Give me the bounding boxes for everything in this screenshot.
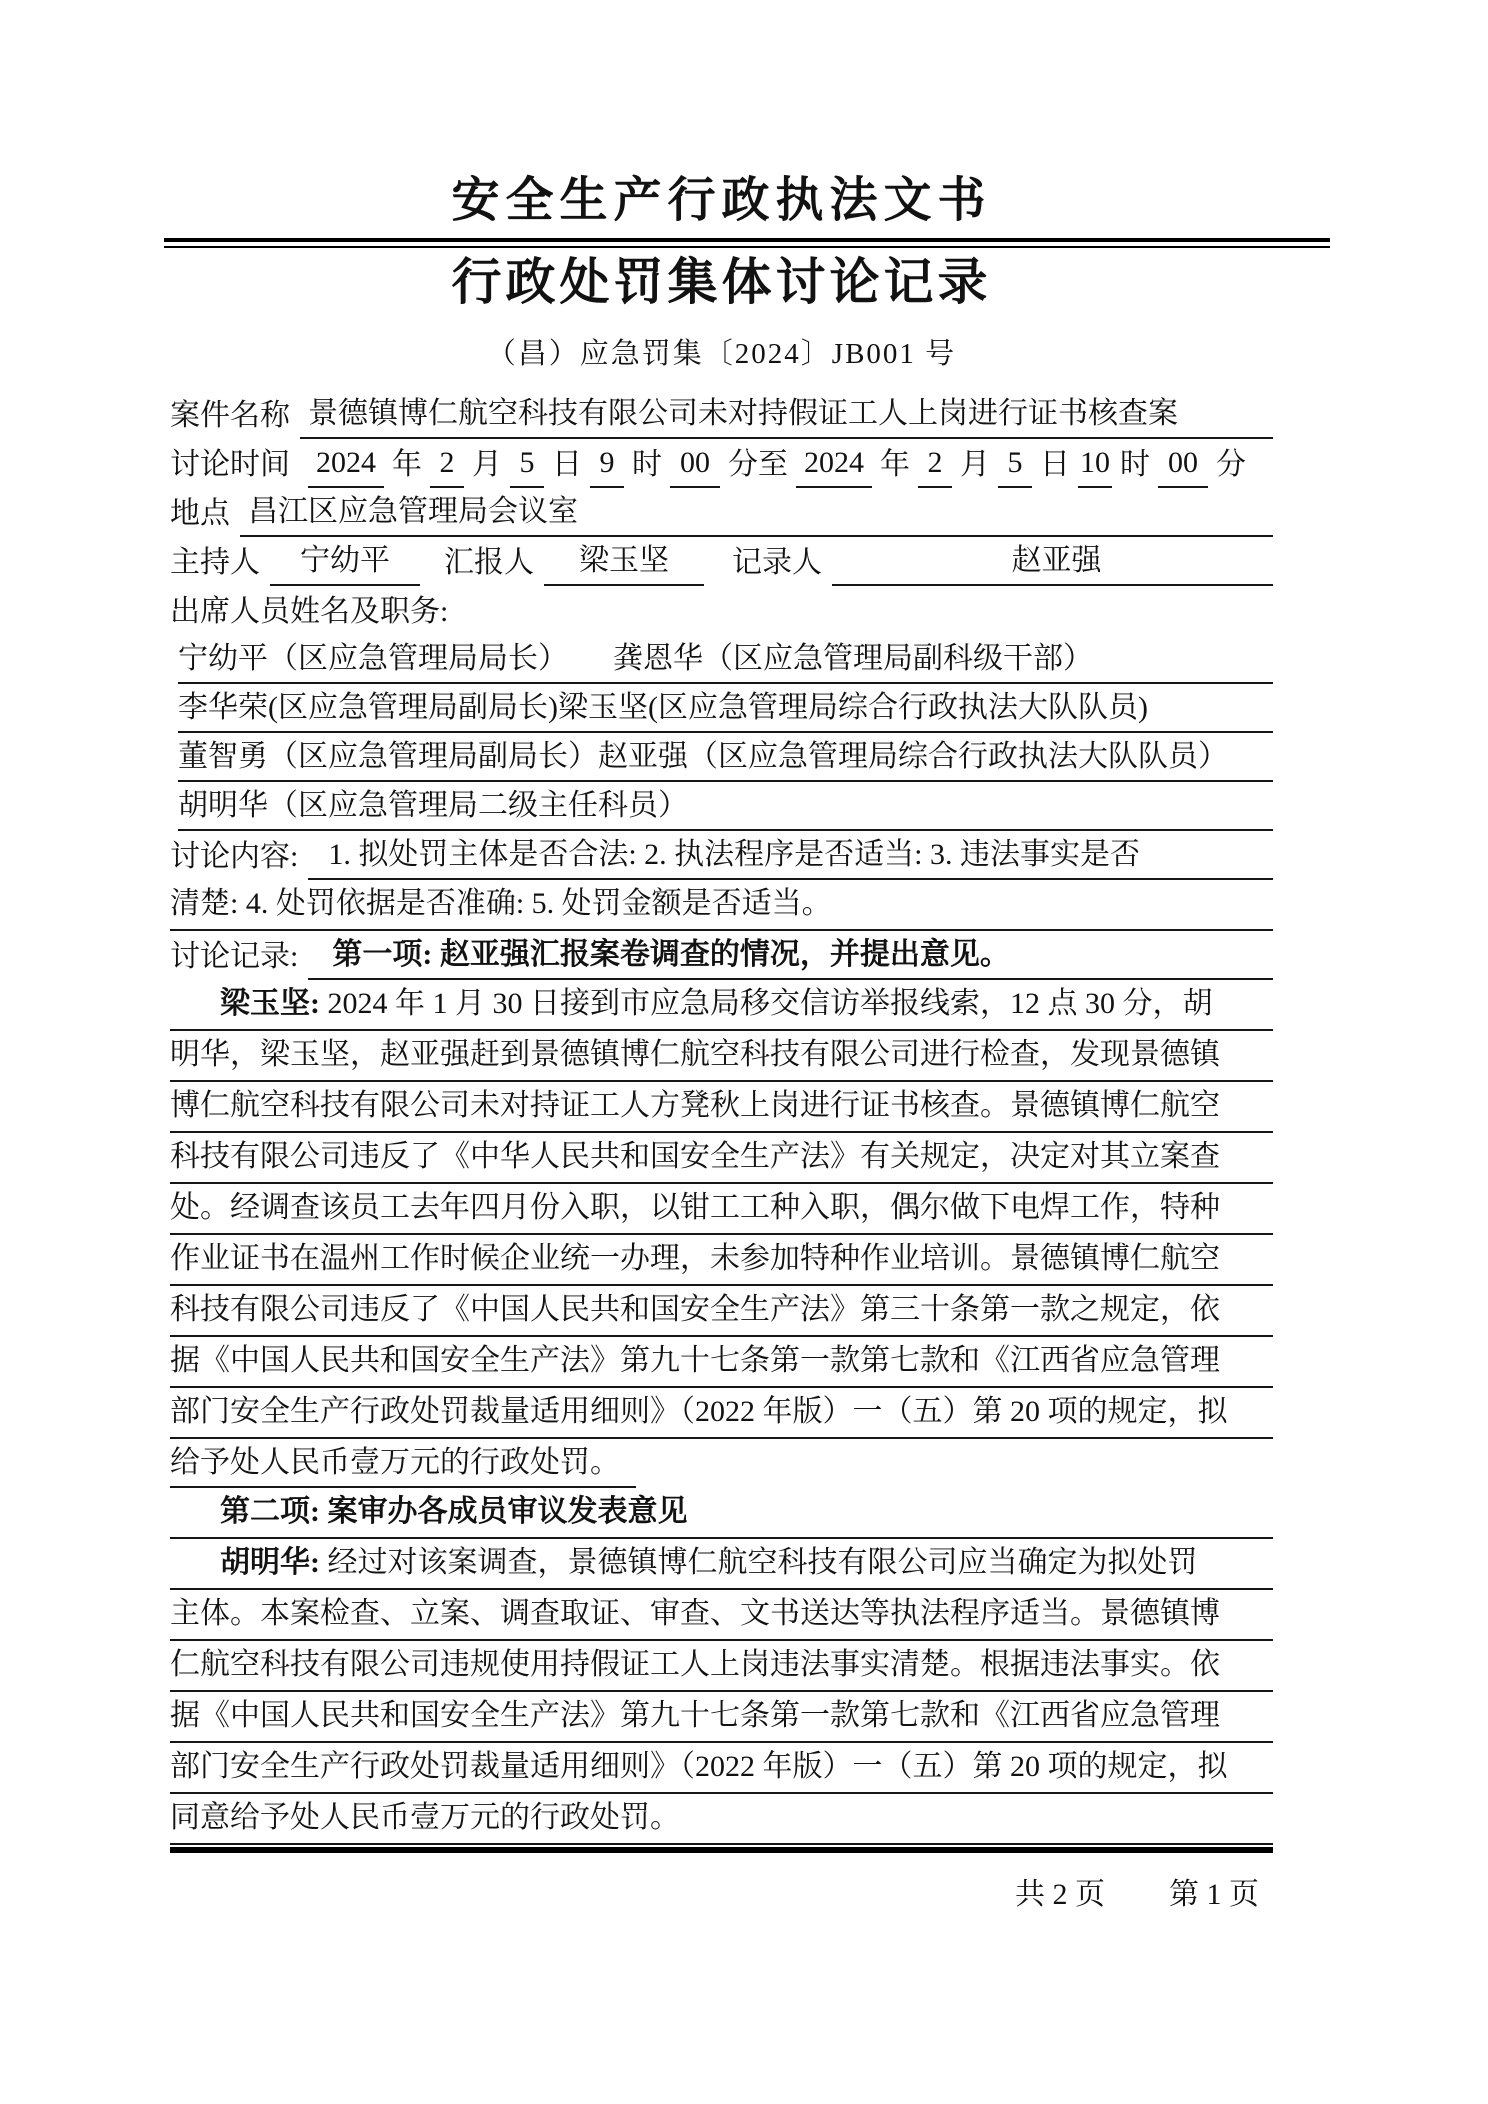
reporter-value: 梁玉坚	[544, 537, 704, 586]
time-blank-minute-end: 00	[1158, 439, 1208, 488]
time-blank-year-end: 2024	[796, 439, 872, 488]
host-label: 主持人	[170, 546, 260, 579]
attendee-line	[170, 635, 1273, 684]
time-blank-day-end: 5	[998, 439, 1032, 488]
attendee-line-text: 李华荣(区应急管理局副局长)梁玉坚(区应急管理局综合行政执法大队队员)	[178, 684, 1273, 733]
attendee-line-text: 宁幼平（区应急管理局局长） 龚恩华（区应急管理局副科级干部）	[178, 635, 1273, 684]
footer-page-number: 第 1 页	[1169, 1878, 1259, 1911]
paragraph-line: 同意给予处人民币壹万元的行政处罚。	[170, 1794, 1273, 1845]
time-blank-year-start: 2024	[308, 439, 384, 488]
attendees-header-row	[170, 586, 1273, 635]
time-unit: 时	[1120, 448, 1150, 481]
discussion-time-row	[170, 439, 1273, 488]
time-blank-minute-start: 00	[670, 439, 720, 488]
section-heading	[170, 1488, 1273, 1539]
paragraph-line: 部门安全生产行政处罚裁量适用细则》（2022 年版）一（五）第 20 项的规定，拟	[170, 1743, 1273, 1794]
attendee-line	[170, 733, 1273, 782]
recorder-value: 赵亚强	[832, 537, 1273, 586]
doc-type-title: 安全生产行政执法文书	[451, 174, 992, 227]
attendee-line	[170, 782, 1273, 831]
discussion-record-label: 讨论记录:	[170, 940, 299, 973]
time-unit: 日	[552, 448, 582, 481]
attendee-line	[170, 684, 1273, 733]
record-item1-title: 第一项: 赵亚强汇报案卷调查的情况，并提出意见。	[332, 938, 1010, 971]
reporter-label: 汇报人	[444, 546, 534, 579]
page-footer	[170, 1875, 1273, 1915]
paragraph-line: 明华，梁玉坚，赵亚强赶到景德镇博仁航空科技有限公司进行检查，发现景德镇	[170, 1031, 1273, 1082]
time-unit: 时	[632, 448, 662, 481]
time-unit: 年	[880, 448, 910, 481]
time-unit: 年	[392, 448, 422, 481]
paragraph-line: 作业证书在温州工作时候企业统一办理，未参加特种作业培训。景德镇博仁航空	[170, 1235, 1273, 1286]
case-name-row	[170, 390, 1273, 439]
paragraph-line	[170, 980, 1273, 1031]
recorder-label: 记录人	[732, 546, 822, 579]
bottom-border	[170, 1847, 1273, 1853]
time-blank-day-start: 5	[510, 439, 544, 488]
location-row	[170, 488, 1273, 537]
paragraph-line	[170, 1439, 1273, 1488]
paragraph-line: 仁航空科技有限公司违规使用持假证工人上岗违法事实清楚。根据违法事实。依	[170, 1641, 1273, 1692]
time-blank-month-end: 2	[918, 439, 952, 488]
discussion-content-label: 讨论内容:	[170, 840, 299, 873]
page-title: 行政处罚集体讨论记录	[451, 254, 992, 310]
paragraph-line: 处。经调查该员工去年四月份入职，以钳工工种入职，偶尔做下电焊工作，特种	[170, 1184, 1273, 1235]
attendees-label: 出席人员姓名及职务:	[170, 595, 449, 628]
time-blank-hour-start: 9	[590, 439, 624, 488]
footer-total-pages: 共 2 页	[1015, 1878, 1105, 1911]
host-value: 宁幼平	[270, 537, 420, 586]
discussion-content-line2: 清楚: 4. 处罚依据是否准确: 5. 处罚金额是否适当。	[170, 880, 1273, 931]
location-label: 地点	[170, 497, 230, 530]
paragraph-line: 据《中国人民共和国安全生产法》第九十七条第一款第七款和《江西省应急管理	[170, 1692, 1273, 1743]
attendee-line-text: 胡明华（区应急管理局二级主任科员）	[178, 782, 1273, 831]
time-blank-hour-end: 10	[1078, 439, 1112, 488]
paragraph-text: 经过对该案调查，景德镇博仁航空科技有限公司应当确定为拟处罚	[327, 1546, 1198, 1579]
paragraph-line: 主体。本案检查、立案、调查取证、审查、文书送达等执法程序适当。景德镇博	[170, 1590, 1273, 1641]
paragraph-line: 部门安全生产行政处罚裁量适用细则》（2022 年版）一（五）第 20 项的规定，拟	[170, 1388, 1273, 1439]
case-name-label: 案件名称	[170, 399, 290, 432]
paragraph-line: 科技有限公司违反了《中华人民共和国安全生产法》有关规定，决定对其立案查	[170, 1133, 1273, 1184]
paragraph-line: 科技有限公司违反了《中国人民共和国安全生产法》第三十条第一款之规定，依	[170, 1286, 1273, 1337]
time-unit: 月	[960, 448, 990, 481]
paragraph-line	[170, 1539, 1273, 1590]
attendee-line-text: 董智勇（区应急管理局副局长）赵亚强（区应急管理局综合行政执法大队队员）	[178, 733, 1273, 782]
time-unit: 日	[1040, 448, 1070, 481]
discussion-time-label: 讨论时间	[170, 448, 290, 481]
paragraph-text: 2024 年 1 月 30 日接到市应急局移交信访举报线索，12 点 30 分，胡	[327, 987, 1213, 1020]
doc-number: （昌）应急罚集〔2024〕JB001 号	[486, 338, 957, 370]
discussion-content-line1: 1. 拟处罚主体是否合法: 2. 执法程序是否适当: 3. 违法事实是否	[308, 831, 1273, 880]
discussion-content-row	[170, 831, 1273, 880]
paragraph-line: 据《中国人民共和国安全生产法》第九十七条第一款第七款和《江西省应急管理	[170, 1337, 1273, 1388]
host-reporter-recorder-row	[170, 537, 1273, 586]
paragraph-line: 博仁航空科技有限公司未对持证工人方凳秋上岗进行证书核查。景德镇博仁航空	[170, 1082, 1273, 1133]
time-unit: 分	[1216, 448, 1246, 481]
time-blank-month-start: 2	[430, 439, 464, 488]
discussion-record-row	[170, 931, 1273, 980]
paragraph-text: 给予处人民币壹万元的行政处罚。	[170, 1439, 636, 1488]
time-unit-to: 分至	[728, 448, 788, 481]
time-unit: 月	[472, 448, 502, 481]
speaker-name: 梁玉坚:	[220, 987, 328, 1020]
speaker-name: 胡明华:	[220, 1546, 328, 1579]
section-heading-text: 第二项: 案审办各成员审议发表意见	[220, 1495, 688, 1528]
case-name-value: 景德镇博仁航空科技有限公司未对持假证工人上岗进行证书核查案	[300, 390, 1273, 439]
title-divider	[164, 238, 1330, 248]
location-value: 昌江区应急管理局会议室	[240, 488, 1273, 537]
